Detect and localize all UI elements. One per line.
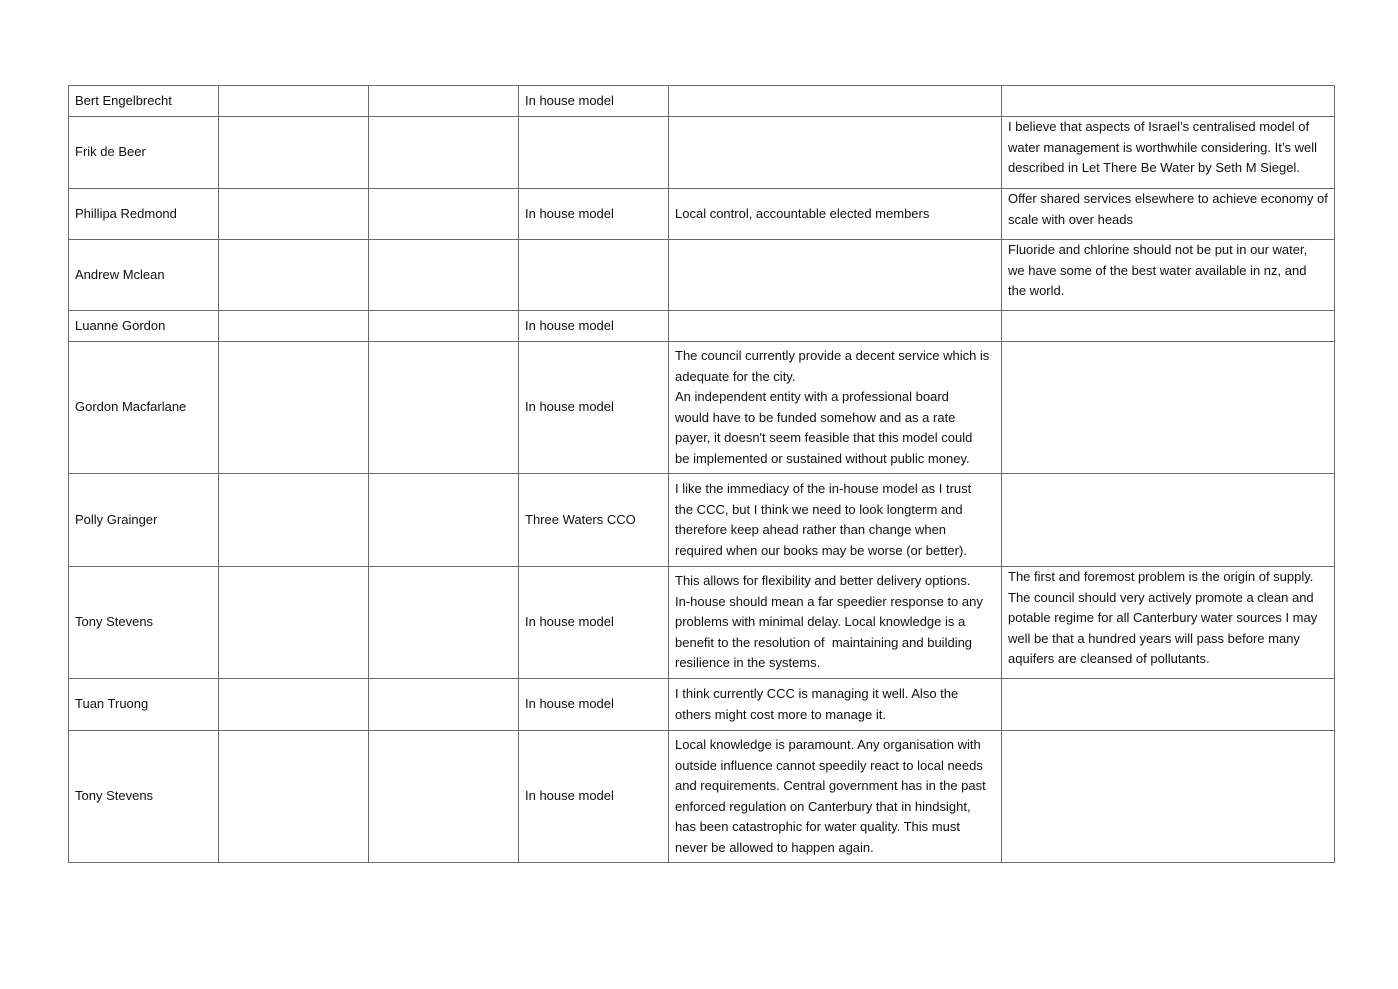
blank-cell <box>369 311 519 342</box>
blank-cell <box>219 342 369 474</box>
table-row <box>69 117 1335 189</box>
reason-cell: Local control, accountable elected members <box>669 189 1002 240</box>
blank-cell <box>219 240 369 311</box>
submitter-name-cell: Luanne Gordon <box>69 311 219 342</box>
blank-cell <box>369 86 519 117</box>
reason-cell <box>669 311 1002 342</box>
reason-cell <box>669 117 1002 189</box>
submitter-name-cell: Andrew Mclean <box>69 240 219 311</box>
blank-cell <box>219 567 369 679</box>
table-row <box>69 189 1335 240</box>
reason-cell: I like the immediacy of the in-house model as I trust the CCC, but I think we need to look longterm and therefore keep ahead rather than change when required when our books may be worse (or better). <box>669 474 1002 567</box>
blank-cell <box>219 117 369 189</box>
model-choice-cell: In house model <box>519 679 669 731</box>
submitter-name-cell: Tony Stevens <box>69 731 219 863</box>
submitter-name-cell: Gordon Macfarlane <box>69 342 219 474</box>
table-row <box>69 731 1335 863</box>
comment-cell: Offer shared services elsewhere to achieve economy of scale with over heads <box>1002 189 1335 240</box>
blank-cell <box>219 731 369 863</box>
submitter-name-cell: Phillipa Redmond <box>69 189 219 240</box>
reason-cell <box>669 86 1002 117</box>
reason-cell: I think currently CCC is managing it well. Also the others might cost more to manage it. <box>669 679 1002 731</box>
blank-cell <box>369 679 519 731</box>
reason-cell: Local knowledge is paramount. Any organisation with outside influence cannot speedily react to local needs and requirements. Central government has in the past enforced regulation on Canterbury that in hindsight, has been catastrophic for water quality. This must never be allowed to happen again. <box>669 731 1002 863</box>
submitter-name-cell: Tony Stevens <box>69 567 219 679</box>
blank-cell <box>369 342 519 474</box>
blank-cell <box>369 117 519 189</box>
reason-cell: This allows for flexibility and better delivery options. In-house should mean a far speedier response to any problems with minimal delay. Local knowledge is a benefit to the resolution of maintaining and building resilience in the systems. <box>669 567 1002 679</box>
model-choice-cell: In house model <box>519 567 669 679</box>
model-choice-cell: In house model <box>519 189 669 240</box>
model-choice-cell: In house model <box>519 86 669 117</box>
reason-cell: The council currently provide a decent service which is adequate for the city. An independent entity with a professional board would have to be funded somehow and as a rate payer, it doesn't seem feasible that this model could be implemented or sustained without public money. <box>669 342 1002 474</box>
comment-cell <box>1002 474 1335 567</box>
blank-cell <box>369 731 519 863</box>
submitter-name-cell: Polly Grainger <box>69 474 219 567</box>
comment-cell <box>1002 86 1335 117</box>
submitter-name-cell: Tuan Truong <box>69 679 219 731</box>
table-row <box>69 86 1335 117</box>
comment-cell: Fluoride and chlorine should not be put in our water, we have some of the best water available in nz, and the world. <box>1002 240 1335 311</box>
blank-cell <box>219 189 369 240</box>
comment-cell <box>1002 679 1335 731</box>
comment-cell: The first and foremost problem is the origin of supply. The council should very actively promote a clean and potable regime for all Canterbury water sources I may well be that a hundred years will pass before many aquifers are cleansed of pollutants. <box>1002 567 1335 679</box>
blank-cell <box>369 240 519 311</box>
comment-cell <box>1002 731 1335 863</box>
reason-cell <box>669 240 1002 311</box>
table-row <box>69 240 1335 311</box>
blank-cell <box>369 474 519 567</box>
blank-cell <box>219 311 369 342</box>
model-choice-cell: In house model <box>519 342 669 474</box>
blank-cell <box>369 189 519 240</box>
comment-cell <box>1002 311 1335 342</box>
blank-cell <box>219 474 369 567</box>
blank-cell <box>219 679 369 731</box>
table-row <box>69 342 1335 474</box>
model-choice-cell: In house model <box>519 311 669 342</box>
table-row <box>69 567 1335 679</box>
comment-cell <box>1002 342 1335 474</box>
comment-cell: I believe that aspects of Israel’s centralised model of water management is worthwhile considering. It’s well described in Let There Be Water by Seth M Siegel. <box>1002 117 1335 189</box>
model-choice-cell: In house model <box>519 731 669 863</box>
blank-cell <box>219 86 369 117</box>
blank-cell <box>369 567 519 679</box>
table-row <box>69 311 1335 342</box>
table-row <box>69 474 1335 567</box>
model-choice-cell: Three Waters CCO <box>519 474 669 567</box>
submitter-name-cell: Frik de Beer <box>69 117 219 189</box>
submitter-name-cell: Bert Engelbrecht <box>69 86 219 117</box>
table-row <box>69 679 1335 731</box>
model-choice-cell <box>519 240 669 311</box>
model-choice-cell <box>519 117 669 189</box>
submissions-table <box>68 85 1335 863</box>
